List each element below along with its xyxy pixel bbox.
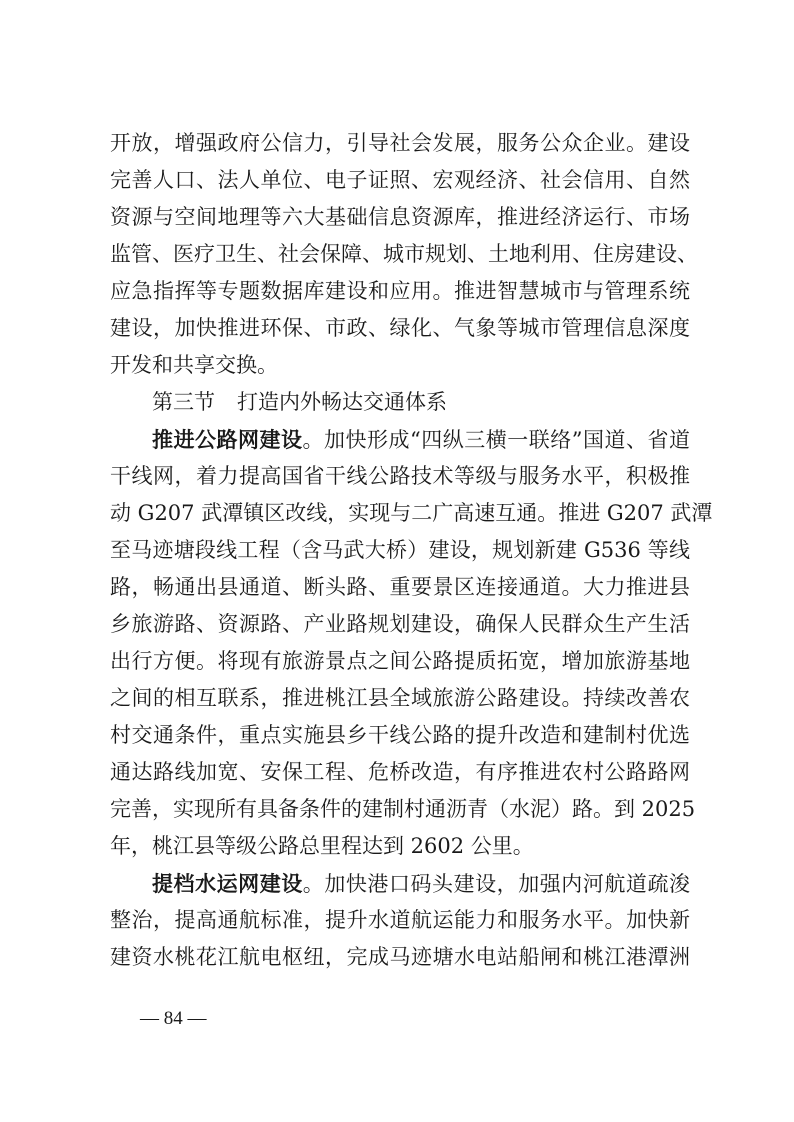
page-number: — 84 — [140, 1008, 207, 1029]
text-line: 动 G207 武潭镇区改线，实现与二广高速互通。推进 G207 武潭 [110, 501, 713, 525]
text-line: 乡旅游路、资源路、产业路规划建设，确保人民群众生产生活 [110, 612, 690, 636]
text-line: 出行方便。将现有旅游景点之间公路提质拓宽，增加旅游基地 [110, 649, 690, 673]
text-line: 开放，增强政府公信力，引导社会发展，服务公众企业。建设 [110, 131, 690, 155]
text-line: 应急指挥等专题数据库建设和应用。推进智慧城市与管理系统 [110, 279, 690, 303]
paragraph-highway-first-line [152, 421, 690, 458]
section-title: 打造内外畅达交通体系 [237, 390, 447, 414]
text-line: 整治，提高通航标准，提升水道航运能力和服务水平。加快新 [110, 908, 690, 932]
text-line: 年，桃江县等级公路总里程达到 2602 公里。 [110, 834, 534, 858]
text-line: 完善，实现所有具备条件的建制村通沥青（水泥）路。到 2025 [110, 797, 696, 821]
section-number: 第三节 [152, 390, 215, 414]
paragraph-lead-waterway: 提档水运网建设 [152, 871, 303, 896]
text-line: 村交通条件，重点实施县乡干线公路的提升改造和建制村优选 [110, 723, 690, 747]
text-line: 完善人口、法人单位、电子证照、宏观经济、社会信用、自然 [110, 168, 690, 192]
paragraph-lead-highway: 推进公路网建设 [152, 427, 303, 452]
section-heading [152, 384, 447, 421]
text-line: 建设，加快推进环保、市政、绿化、气象等城市管理信息深度 [110, 316, 690, 340]
paragraph-text: 。加快港口码头建设，加强内河航道疏浚 [302, 872, 691, 896]
text-line: 之间的相互联系，推进桃江县全域旅游公路建设。持续改善农 [110, 686, 690, 710]
text-line: 至马迹塘段线工程（含马武大桥）建设，规划新建 G536 等线 [110, 538, 690, 562]
text-line: 干线网，着力提高国省干线公路技术等级与服务水平，积极推 [110, 464, 690, 488]
text-line: 通达路线加宽、安保工程、危桥改造，有序推进农村公路路网 [110, 760, 690, 784]
text-line: 资源与空间地理等六大基础信息资源库，推进经济运行、市场 [110, 205, 690, 229]
paragraph-text: 。加快形成“四纵三横一联络”国道、省道 [302, 428, 690, 452]
paragraph-waterway-first-line [152, 865, 690, 902]
text-line: 开发和共享交换。 [110, 353, 278, 377]
text-line: 监管、医疗卫生、社会保障、城市规划、土地利用、住房建设、 [110, 242, 698, 266]
text-line: 路，畅通出县通道、断头路、重要景区连接通道。大力推进县 [110, 575, 690, 599]
text-line: 建资水桃花江航电枢纽，完成马迹塘水电站船闸和桃江港潭洲 [110, 945, 690, 969]
